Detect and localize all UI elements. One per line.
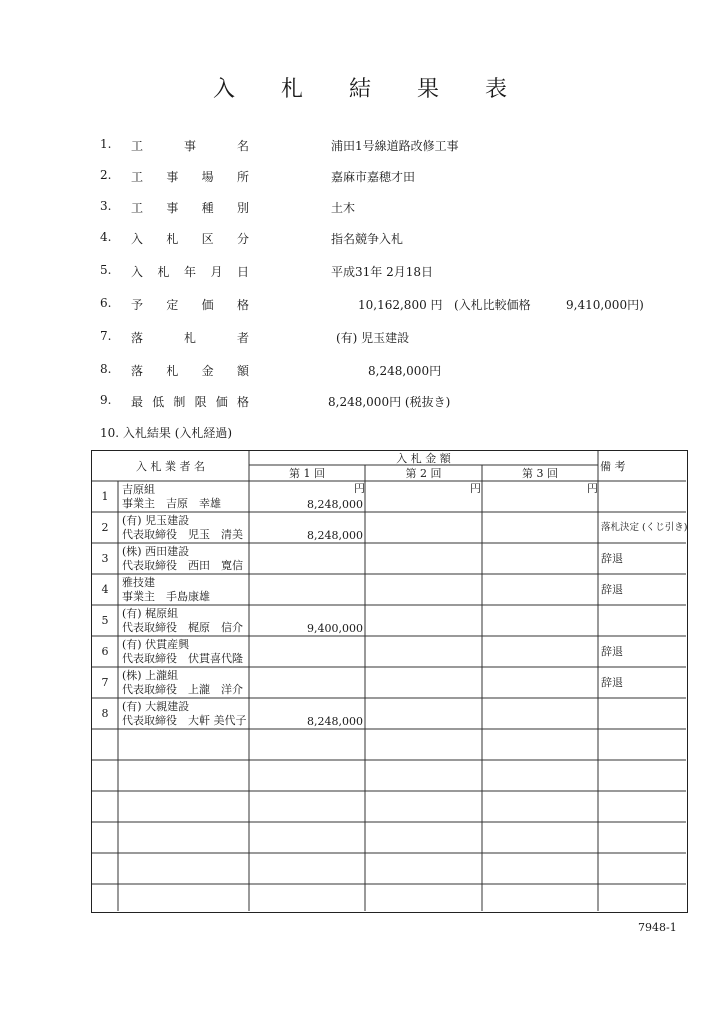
info-label-char: 格	[236, 298, 249, 312]
row-representative: 代表取締役 梶原 信介	[122, 621, 243, 634]
info-label-char: 入	[131, 265, 144, 279]
header-round-1: 第 1 回	[289, 467, 325, 480]
info-label-char: 工	[131, 201, 144, 215]
info-label	[131, 137, 249, 154]
row-company: (株) 西田建設	[122, 545, 190, 558]
info-label-char: 別	[236, 201, 249, 215]
row-amount-round-1: 8,248,000	[307, 715, 363, 728]
info-label-char: 工	[131, 170, 144, 184]
yen-unit-round-1: 円	[354, 482, 365, 495]
info-label-char: 入	[131, 232, 144, 246]
header-round-3: 第 3 回	[522, 467, 558, 480]
row-number: 1	[101, 490, 109, 503]
row-representative: 代表取締役 西田 寛信	[122, 559, 243, 572]
row-number: 3	[101, 552, 109, 565]
info-label-char: 低	[152, 395, 165, 409]
header-round-2: 第 2 回	[405, 467, 442, 480]
info-value: 8,248,000円	[368, 364, 442, 378]
row-representative: 代表取締役 伏貫喜代隆	[122, 652, 243, 665]
info-label	[131, 263, 249, 280]
info-label-char: 額	[236, 364, 249, 378]
row-representative: 代表取締役 児玉 清美	[122, 528, 243, 541]
info-label-char: 者	[236, 331, 249, 345]
info-label-char: 札	[166, 232, 179, 246]
info-label-char: 金	[201, 364, 214, 378]
info-label-char: 名	[236, 139, 249, 153]
info-number: 8.	[100, 362, 112, 376]
info-label	[131, 393, 249, 410]
info-label	[131, 199, 249, 216]
row-representative: 代表取締役 大軒 美代子	[122, 714, 247, 727]
info-row	[0, 137, 720, 157]
info-label-char: 分	[236, 232, 249, 246]
info-label-char: 落	[131, 364, 144, 378]
info-number: 2.	[100, 168, 112, 182]
info-row	[0, 263, 720, 283]
yen-unit-round-3: 円	[587, 482, 598, 495]
yen-unit-round-2: 円	[470, 482, 481, 495]
info-label-char: 札	[157, 265, 170, 279]
row-number: 2	[101, 521, 109, 534]
info-number: 3.	[100, 199, 112, 213]
info-value: 指名競争入札	[331, 232, 404, 246]
row-remark: 辞退	[601, 552, 623, 565]
row-number: 5	[101, 614, 109, 627]
row-number: 7	[101, 676, 109, 689]
info-label-char: 事	[166, 170, 179, 184]
info-row	[0, 199, 720, 219]
info-label-char: 種	[201, 201, 214, 215]
row-remark: 辞退	[601, 645, 623, 658]
info-value: 浦田1号線道路改修工事	[331, 139, 459, 153]
row-company: (有) 伏貫産興	[122, 638, 190, 651]
info-row	[0, 362, 720, 382]
info-label-char: 事	[166, 201, 179, 215]
row-number: 6	[101, 645, 109, 658]
row-remark: 辞退	[601, 583, 623, 596]
info-label-char: 区	[201, 232, 214, 246]
info-label-char: 所	[236, 170, 249, 184]
page-code: 7948-1	[638, 921, 677, 934]
bid-results-table	[91, 450, 688, 913]
info-label-char: 最	[131, 395, 144, 409]
row-amount-round-1: 8,248,000	[307, 498, 363, 511]
info-number: 1.	[100, 137, 112, 151]
row-amount-round-1: 8,248,000	[307, 529, 363, 542]
header-remarks: 備 考	[600, 460, 626, 473]
row-company: (株) 上瀧組	[122, 669, 179, 682]
info-label-char: 価	[215, 395, 228, 409]
info-number: 7.	[100, 329, 112, 343]
info-row	[0, 296, 720, 316]
info-value-secondary: (入札比較価格	[454, 298, 531, 312]
info-label-char: 限	[194, 395, 207, 409]
info-label	[131, 296, 249, 313]
info-label-char: 事	[183, 139, 196, 153]
info-row	[0, 329, 720, 349]
info-label-char: 年	[183, 265, 196, 279]
info-label-char: 札	[166, 364, 179, 378]
info-row	[0, 393, 720, 413]
row-representative: 事業主 手島康雄	[122, 590, 210, 603]
info-label	[131, 329, 249, 346]
info-label-char: 価	[201, 298, 214, 312]
info-label-char: 場	[201, 170, 214, 184]
info-value: 平成31年 2月18日	[331, 265, 433, 279]
row-company: 雅技建	[122, 576, 155, 589]
info-label-char: 格	[236, 395, 249, 409]
row-company: (有) 大親建設	[122, 700, 190, 713]
header-bid-amount: 入 札 金 額	[396, 452, 451, 465]
info-row	[0, 168, 720, 188]
info-label	[131, 362, 249, 379]
info-label-char: 工	[131, 139, 144, 153]
row-number: 4	[101, 583, 109, 596]
info-label-char: 月	[210, 265, 223, 279]
info-row	[0, 230, 720, 250]
section-10-heading: 10. 入札結果 (入札経過)	[100, 426, 233, 440]
row-remark: 辞退	[601, 676, 623, 689]
info-number: 5.	[100, 263, 112, 277]
info-label-char: 制	[173, 395, 186, 409]
row-representative: 代表取締役 上瀧 洋介	[122, 683, 243, 696]
row-company: 吉原組	[122, 483, 155, 496]
info-value: 8,248,000円 (税抜き)	[328, 395, 451, 409]
info-number: 6.	[100, 296, 112, 310]
row-company: (有) 児玉建設	[122, 514, 190, 527]
info-value: 嘉麻市嘉穂才田	[331, 170, 416, 184]
info-label	[131, 230, 249, 247]
info-label-char: 札	[183, 331, 196, 345]
info-value: 土木	[331, 201, 356, 215]
row-representative: 事業主 吉原 幸雄	[122, 497, 221, 510]
info-label-char: 定	[166, 298, 179, 312]
row-remark: 落札決定 (くじ引き)	[601, 522, 688, 533]
row-amount-round-1: 9,400,000	[307, 622, 363, 635]
info-number: 9.	[100, 393, 112, 407]
document-title: 入札結果表	[212, 77, 553, 102]
info-section	[0, 0, 720, 440]
info-number: 4.	[100, 230, 112, 244]
header-bidder-name: 入 札 業 者 名	[136, 460, 205, 473]
info-label	[131, 168, 249, 185]
info-label-char: 日	[236, 265, 249, 279]
info-label-char: 予	[131, 298, 144, 312]
row-company: (有) 梶原組	[122, 607, 179, 620]
info-value: 10,162,800 円	[358, 298, 443, 312]
row-number: 8	[101, 707, 109, 720]
info-value-tertiary: 9,410,000円)	[566, 298, 644, 312]
info-label-char: 落	[131, 331, 144, 345]
info-value: (有) 児玉建設	[336, 331, 410, 345]
